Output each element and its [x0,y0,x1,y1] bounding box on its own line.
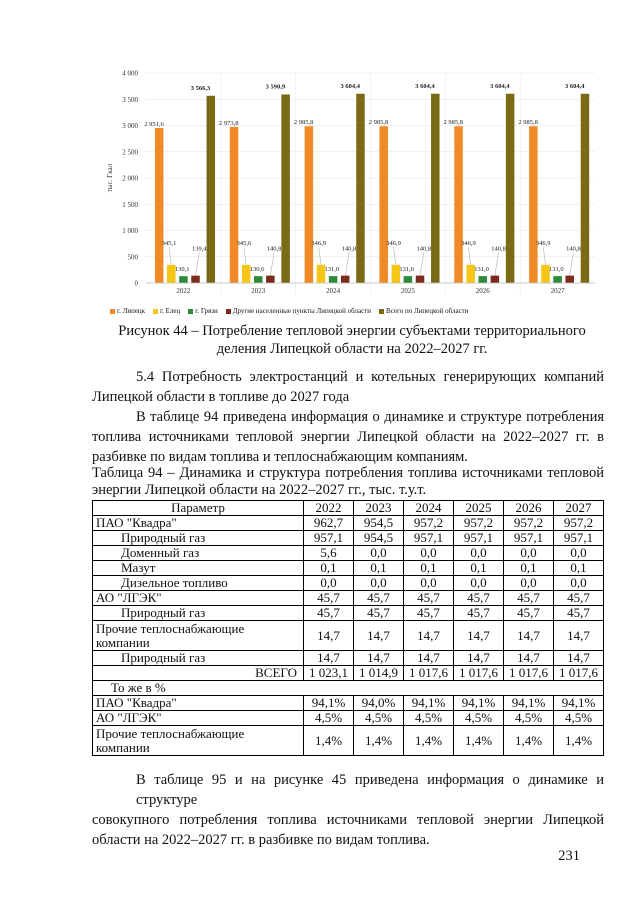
table-cell: 4,5% [354,711,404,726]
table-cell: 0,0 [554,546,604,561]
table-row [93,546,604,561]
page-number: 231 [558,848,580,864]
intro-line1: В таблице 94 приведена информация о динамике и структуре потребления [136,409,604,425]
bar-3 [491,276,500,283]
data-label: 3 604,4 [340,82,360,90]
bar-2 [553,276,562,283]
leader-line [420,253,424,276]
bar-2 [179,276,188,283]
figure-caption-line1: Рисунок 44 – Потребление тепловой энергии субъектами территориального [118,323,586,339]
table-row [93,576,604,591]
table-cell: 0,1 [404,561,454,576]
table-cell: 4,5% [304,711,354,726]
data-label: 140,8 [416,245,432,253]
legend-item-total: Всего по Липецкой области [379,305,468,317]
table-caption-line2: энергии Липецкой области на 2022–2027 гг., тыс. т.у.т. [92,482,427,498]
data-label: 3 604,4 [415,82,435,90]
data-label: 346,9 [386,239,401,247]
table-cell: 14,7 [404,651,454,666]
x-tick-label: 2024 [326,287,341,295]
table-cell: 0,0 [454,546,504,561]
table-row [93,696,604,711]
bar-2 [404,276,413,283]
table-row [93,651,604,666]
table-cell: 14,7 [554,651,604,666]
y-tick-label: 1 500 [122,200,138,209]
bar-0 [529,126,538,283]
outro-line1: В таблице 95 и на рисунке 45 приведена информация о динамике и структуре [136,772,604,808]
table-cell: 957,1 [504,531,554,546]
leader-line [570,253,574,276]
header-year: 2022 [304,501,354,516]
data-label: 130,1 [174,266,190,273]
row-label: ВСЕГО [93,666,304,681]
data-label: 2 985,8 [443,119,464,127]
x-tick-label: 2026 [475,287,490,295]
leader-line [468,247,470,265]
data-label: 139,4 [191,245,207,253]
header-year: 2027 [554,501,604,516]
bar-0 [230,127,239,283]
bar-4 [356,94,365,283]
chart-svg [100,55,600,305]
table-row [93,591,604,606]
leader-line [319,247,321,265]
header-year: 2024 [404,501,454,516]
y-tick-label: 1 000 [122,227,138,235]
table-cell: 45,7 [454,606,504,621]
data-label: 346,9 [461,239,476,247]
table-cell: 14,7 [504,621,554,651]
section-heading-line1: 5.4 Потребность электростанций и котельных генерирующих компаний [136,369,604,385]
table-cell: 962,7 [304,516,354,531]
bar-0 [454,126,463,283]
table-cell: 14,7 [304,651,354,666]
table-row [93,606,604,621]
data-label: 346,9 [535,239,551,247]
row-label [93,621,304,651]
bar-3 [341,276,350,283]
table-cell: 14,7 [454,651,504,666]
y-axis-label: тыс. Гкал [106,163,114,193]
row-label: То же в % [93,681,604,696]
y-tick-label: 3 000 [122,122,138,130]
leader-line [543,247,545,265]
table-cell: 1 014,9 [354,666,404,681]
table-cell: 957,2 [404,516,454,531]
data-label: 2 985,8 [368,119,389,127]
legend-item-gryazi: г. Грязи [188,305,217,317]
y-tick-label: 500 [127,253,138,262]
table-cell: 0,0 [354,546,404,561]
data-label: 140,8 [566,245,581,253]
bar-2 [329,276,338,283]
data-label: 2 951,6 [144,121,164,129]
table-cell: 45,7 [454,591,504,606]
table-row [93,666,604,681]
row-label [93,726,304,756]
bar-3 [565,276,574,283]
table-cell: 45,7 [554,606,604,621]
data-label: 131,0 [549,266,564,273]
table-header-row [93,501,604,516]
section-heading [92,367,604,407]
data-label: 2 973,8 [219,119,239,127]
table-cell: 957,2 [504,516,554,531]
table-cell: 14,7 [404,621,454,651]
table-cell: 0,1 [554,561,604,576]
table-cell: 0,0 [404,546,454,561]
table-cell: 94,1% [304,696,354,711]
leader-line [270,253,274,276]
data-label: 346,9 [311,239,327,247]
leader-line [196,253,200,276]
row-label: Мазут [93,561,304,576]
data-label: 3 566,3 [190,84,211,92]
table-cell: 0,0 [504,546,554,561]
table-cell: 14,7 [304,621,354,651]
table-cell: 954,5 [354,531,404,546]
table-cell: 14,7 [454,621,504,651]
bar-2 [254,276,263,283]
outro-line3: области на 2022–2027 гг. в разбивке по видам топлива. [92,832,430,848]
intro-paragraph [92,407,604,467]
data-label: 140,8 [341,245,357,253]
table-cell: 4,5% [404,711,454,726]
chart-legend [110,305,600,317]
y-tick-label: 2 500 [122,148,138,157]
table-cell: 1,4% [554,726,604,756]
table-row [93,531,604,546]
table-cell: 957,1 [554,531,604,546]
bar-3 [191,276,200,283]
table-cell: 0,0 [554,576,604,591]
table-cell: 45,7 [404,591,454,606]
row-label: Дизельное топливо [93,576,304,591]
table-cell: 94,1% [504,696,554,711]
table-cell: 45,7 [354,591,404,606]
table-cell: 4,5% [504,711,554,726]
table-cell: 14,7 [354,621,404,651]
table-cell: 94,0% [354,696,404,711]
table-cell: 0,0 [454,576,504,591]
table-cell: 14,7 [554,621,604,651]
table-cell: 957,1 [304,531,354,546]
row-label: ПАО "Квадра" [93,696,304,711]
y-tick-label: 0 [134,279,138,288]
data-label: 2 985,8 [293,119,314,127]
header-year: 2026 [504,501,554,516]
intro-line3: разбивке по видам топлива и теплоснабжающим компаниям. [92,449,468,465]
fuel-consumption-table [92,500,604,756]
section-heading-line2: Липецкой области в топливе до 2027 года [92,389,350,405]
row-label-line1: Прочие теплоснабжающие [96,725,245,741]
figure-caption [92,322,612,358]
row-label: Природный газ [93,606,304,621]
x-tick-label: 2027 [550,287,565,295]
bar-3 [416,276,425,283]
table-cell: 45,7 [304,591,354,606]
row-label-line2: компании [96,739,150,755]
table-cell: 0,1 [354,561,404,576]
row-label: АО "ЛГЭК" [93,591,304,606]
bar-2 [479,276,488,283]
table-row [93,681,604,696]
table-cell: 1,4% [304,726,354,756]
bar-3 [266,276,275,283]
table-cell: 94,1% [404,696,454,711]
row-label: АО "ЛГЭК" [93,711,304,726]
table-cell: 957,1 [404,531,454,546]
data-label: 3 590,9 [265,83,286,91]
table-cell: 1 017,6 [454,666,504,681]
legend-item-other: Другие населенные пункты Липецкой области [226,305,371,317]
table-cell: 1,4% [354,726,404,756]
data-label: 345,1 [161,239,177,247]
leader-line [169,247,171,265]
table-cell: 957,2 [554,516,604,531]
bar-0 [379,126,388,283]
table-cell: 0,1 [504,561,554,576]
x-tick-label: 2023 [251,287,266,295]
row-label: Доменный газ [93,546,304,561]
bar-4 [207,96,216,283]
row-label: ПАО "Квадра" [93,516,304,531]
table-cell: 94,1% [454,696,504,711]
table-cell: 45,7 [504,591,554,606]
row-label-line1: Прочие теплоснабжающие [96,620,245,636]
table-cell: 1 017,6 [554,666,604,681]
data-label: 131,0 [399,266,414,273]
legend-item-elets: г. Елец [153,305,180,317]
figure-caption-line2: деления Липецкой области на 2022–2027 гг. [216,341,488,357]
data-label: 131,0 [474,266,489,273]
table-cell: 45,7 [404,606,454,621]
header-param: Параметр [93,501,304,516]
table-caption-line1: Таблица 94 – Динамика и структура потребления топлива источниками тепловой [92,465,604,481]
leader-line [495,253,499,276]
table-cell: 14,7 [504,651,554,666]
table-cell: 1 017,6 [404,666,454,681]
table-cell: 957,1 [454,531,504,546]
legend-item-lipetsk: г. Липецк [110,305,145,317]
bar-0 [155,128,164,283]
row-label-line2: компании [96,634,150,650]
y-tick-label: 4 000 [122,69,138,78]
y-tick-label: 2 000 [122,174,138,183]
table-caption [92,465,604,499]
x-tick-label: 2025 [400,287,415,295]
table-cell: 0,0 [354,576,404,591]
leader-line [244,247,246,265]
intro-line2: топлива источниками тепловой энергии Липецкой области на 2022–2027 гг. в [92,429,604,445]
table-cell: 14,7 [354,651,404,666]
data-label: 131,0 [324,266,340,273]
row-label: Природный газ [93,531,304,546]
table-cell: 1,4% [454,726,504,756]
row-label: Природный газ [93,651,304,666]
data-label: 140,8 [491,245,506,253]
table-cell: 957,2 [454,516,504,531]
table-cell: 4,5% [554,711,604,726]
header-year: 2025 [454,501,504,516]
table-cell: 0,0 [304,576,354,591]
table-row [93,561,604,576]
header-year: 2023 [354,501,404,516]
table-row [93,711,604,726]
y-tick-label: 3 500 [122,95,138,104]
table-cell: 45,7 [304,606,354,621]
table-cell: 1 017,6 [504,666,554,681]
table-row [93,516,604,531]
bar-4 [581,94,590,283]
outro-paragraph [92,770,604,850]
consumption-chart [100,55,600,320]
table-cell: 45,7 [354,606,404,621]
x-tick-label: 2022 [176,287,191,295]
table-row [93,726,604,756]
data-label: 3 604,4 [564,82,585,90]
table-cell: 45,7 [554,591,604,606]
table-cell: 1,4% [404,726,454,756]
bar-4 [506,94,515,283]
table-row [93,621,604,651]
data-label: 3 604,4 [490,82,510,90]
table-cell: 4,5% [454,711,504,726]
data-label: 345,6 [236,239,252,247]
table-cell: 1 023,1 [304,666,354,681]
table-cell: 5,6 [304,546,354,561]
data-label: 140,8 [266,245,282,253]
table-cell: 94,1% [554,696,604,711]
data-label: 130,6 [249,266,265,273]
table-cell: 0,0 [404,576,454,591]
table-cell: 0,1 [304,561,354,576]
table-cell: 45,7 [504,606,554,621]
table-cell: 1,4% [504,726,554,756]
outro-line2: совокупного потребления топлива источниками тепловой энергии Липецкой [92,812,604,828]
bar-4 [431,94,440,283]
leader-line [394,247,396,265]
table-cell: 954,5 [354,516,404,531]
leader-line [345,253,349,276]
bar-0 [305,126,314,283]
table-cell: 0,1 [454,561,504,576]
data-label: 2 985,8 [518,119,538,127]
table-cell: 0,0 [504,576,554,591]
bar-4 [281,94,290,283]
